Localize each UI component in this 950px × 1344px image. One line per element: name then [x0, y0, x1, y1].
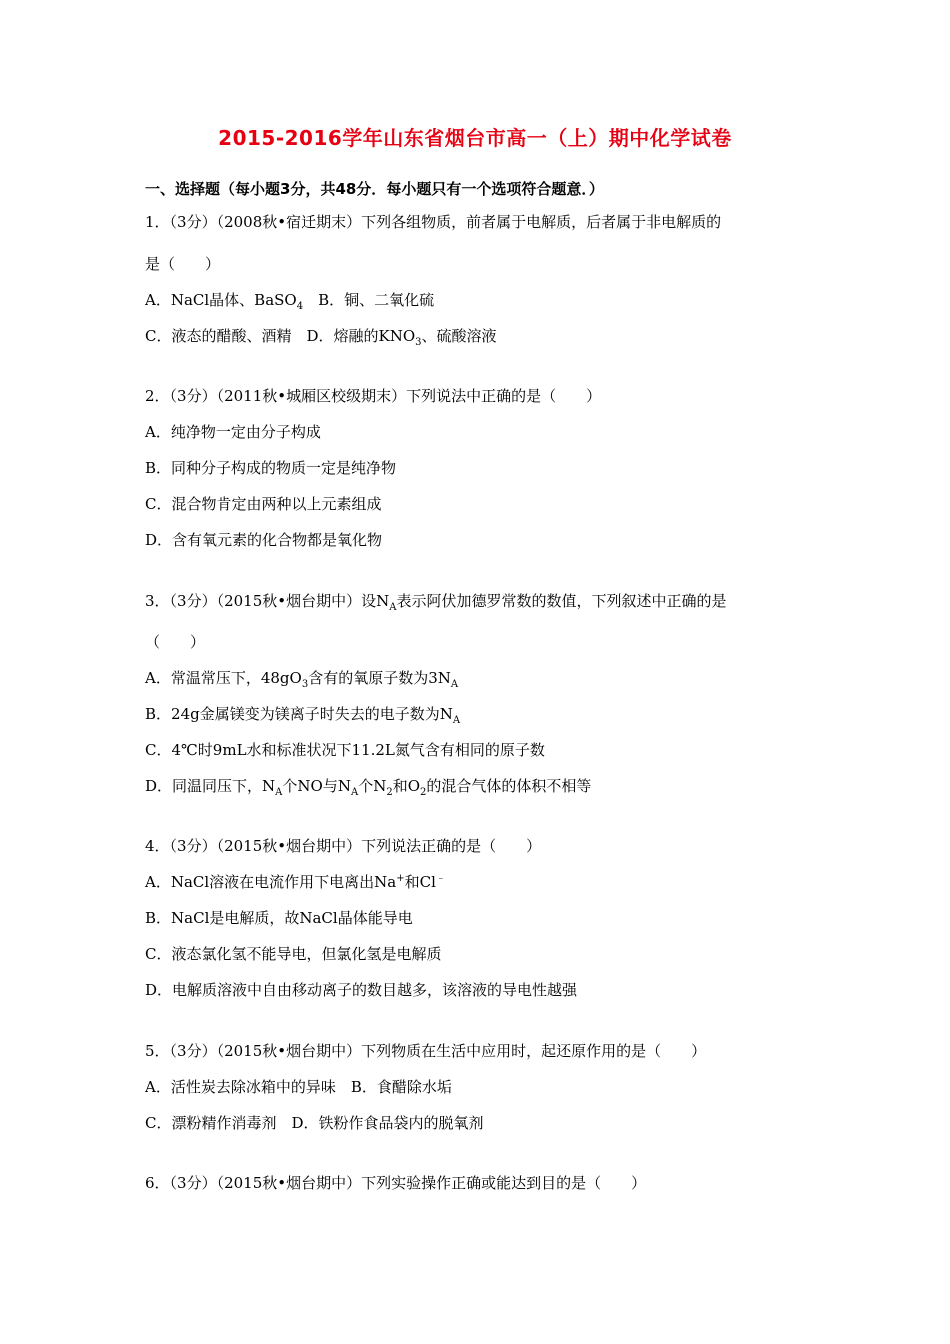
- q3-option-d-sub: A: [275, 787, 283, 798]
- q3-option-d-sub3: 2: [386, 787, 393, 798]
- q4-option-d: D．电解质溶液中自由移动离子的数目越多，该溶液的导电性越强: [145, 981, 578, 999]
- q3-stem-cont: （ ）: [145, 633, 206, 651]
- q5-options-cd: [145, 1113, 484, 1133]
- q3-stem-pre: 3．（3分）（2015秋•烟台期中）设N: [145, 592, 390, 610]
- q3-stem-post: 表示阿伏加德罗常数的数值，下列叙述中正确的是: [396, 592, 727, 610]
- q1-option-d-post: 、硫酸溶液: [421, 327, 497, 345]
- q4-option-c: C．液态氯化氢不能导电，但氯化氢是电解质: [145, 945, 442, 963]
- q3-option-a-mid: 含有的氧原子数为3N: [308, 669, 451, 687]
- q3-option-d-sub4: 2: [420, 787, 427, 798]
- q2-option-d: D．含有氧元素的化合物都是氧化物: [145, 531, 383, 549]
- q1-stem: 1．（3分）（2008秋•宿迁期末）下列各组物质，前者属于电解质，后者属于非电解质的: [145, 213, 722, 231]
- q2-option-b: B．同种分子构成的物质一定是纯净物: [145, 459, 397, 477]
- q3-option-a-sub: 3: [301, 679, 309, 690]
- section-heading: 一、选择题（每小题3分，共48分．每小题只有一个选项符合题意．）: [145, 180, 604, 198]
- q2-stem: 2．（3分）（2011秋•城厢区校级期末）下列说法中正确的是（ ）: [145, 387, 602, 405]
- q4-option-a-pre: A．NaCl溶液在电流作用下电离出Na: [145, 873, 397, 891]
- q1-option-b: B．铜、二氧化硫: [303, 291, 435, 309]
- q3-stem: [145, 591, 727, 611]
- q3-option-d-pre: D．同温同压下，N: [145, 777, 276, 795]
- q3-stem-sub: A: [389, 602, 397, 613]
- q5-option-a: A．活性炭去除冰箱中的异味: [145, 1078, 336, 1096]
- q5-option-b: B．食醋除水垢: [335, 1078, 452, 1096]
- exam-title: 2015-2016学年山东省烟台市高一（上）期中化学试卷: [218, 126, 732, 150]
- q3-option-d-post: 的混合气体的体积不相等: [426, 777, 592, 795]
- q1-option-d: D．熔融的KNO: [291, 327, 416, 345]
- q4-option-b: B．NaCl是电解质，故NaCl晶体能导电: [145, 909, 413, 927]
- q5-options-ab: [145, 1077, 452, 1097]
- q5-stem: 5．（3分）（2015秋•烟台期中）下列物质在生活中应用时，起还原作用的是（ ）: [145, 1042, 707, 1060]
- q1-option-a-sub: 4: [296, 301, 304, 312]
- q3-option-c: C．4℃时9mL水和标准状况下11.2L氮气含有相同的原子数: [145, 741, 545, 759]
- q6-stem: 6．（3分）（2015秋•烟台期中）下列实验操作正确或能达到目的是（ ）: [145, 1174, 647, 1192]
- q1-option-d-sub: 3: [415, 337, 422, 348]
- q2-option-c: C．混合物肯定由两种以上元素组成: [145, 495, 382, 513]
- q2-option-a: A．纯净物一定由分子构成: [145, 423, 321, 441]
- q3-option-a-pre: A．常温常压下，48gO: [145, 669, 302, 687]
- q3-option-a: [145, 668, 458, 688]
- q4-option-a-mid: 和Cl: [404, 873, 436, 891]
- q1-options-cd: [145, 326, 497, 346]
- q4-option-a-sup: +: [396, 873, 405, 884]
- q3-option-d-mid: 个NO与N: [282, 777, 351, 795]
- q3-option-d-mid3: 和O: [392, 777, 421, 795]
- q5-option-d: D．铁粉作食品袋内的脱氧剂: [276, 1114, 484, 1132]
- q1-option-a: A．NaCl晶体、BaSO: [145, 291, 297, 309]
- q1-options-ab: [145, 290, 434, 310]
- q1-option-c: C．液态的醋酸、酒精: [145, 327, 292, 345]
- q4-option-a-sup2: ﹣: [435, 873, 446, 884]
- q5-option-c: C．漂粉精作消毒剂: [145, 1114, 277, 1132]
- q3-option-a-sub2: A: [450, 679, 459, 690]
- q3-option-d-sub2: A: [350, 787, 359, 798]
- q4-stem: 4．（3分）（2015秋•烟台期中）下列说法正确的是（ ）: [145, 837, 542, 855]
- q3-option-b: [145, 704, 460, 724]
- q4-option-a: [145, 872, 446, 892]
- q1-stem-cont: 是（ ）: [145, 255, 221, 273]
- q3-option-d: [145, 776, 591, 796]
- q3-option-b-sub: A: [452, 715, 461, 726]
- q3-option-d-mid2: 个N: [358, 777, 387, 795]
- q3-option-b-pre: B．24g金属镁变为镁离子时失去的电子数为N: [145, 705, 453, 723]
